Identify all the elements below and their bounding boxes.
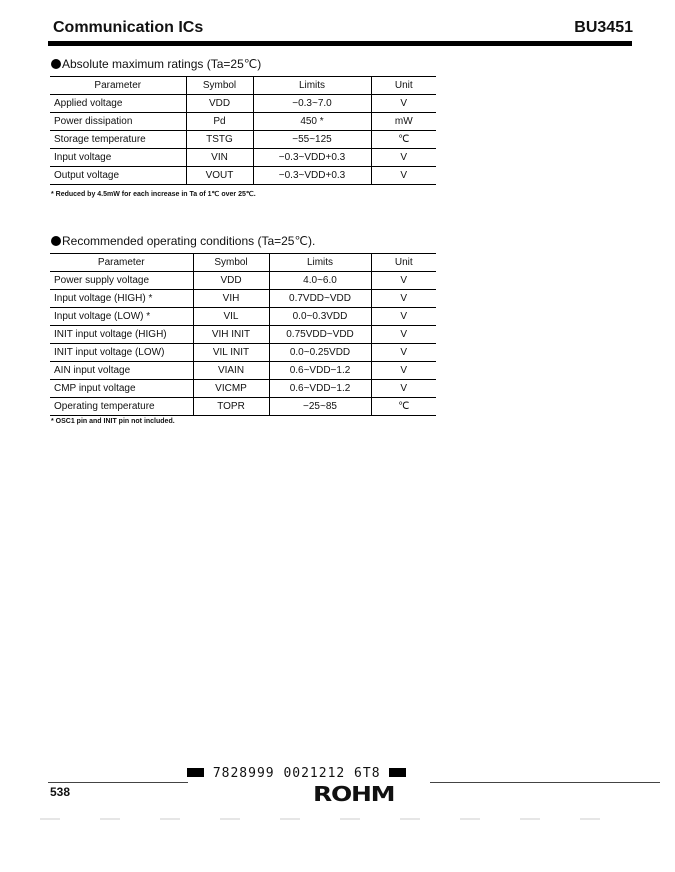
- scan-marks: [40, 818, 640, 820]
- symbol-cell: VIN: [186, 149, 253, 167]
- table-row: [50, 344, 436, 362]
- unit-cell: V: [371, 149, 436, 167]
- unit-cell: V: [371, 344, 436, 362]
- unit-cell: V: [371, 380, 436, 398]
- table-header-row: [50, 77, 436, 95]
- parameter-cell: Input voltage (HIGH) *: [54, 293, 153, 304]
- parameter-cell: Input voltage (LOW) *: [54, 311, 151, 322]
- column-header: Symbol: [186, 77, 253, 95]
- part-number: BU3451: [574, 19, 633, 36]
- symbol-cell: VIH: [193, 290, 269, 308]
- bullet-icon: [51, 59, 61, 69]
- unit-cell: V: [371, 95, 436, 113]
- table-row: [50, 308, 436, 326]
- footer-rule-left: [48, 782, 188, 783]
- symbol-cell: Pd: [186, 113, 253, 131]
- table-row: [50, 149, 436, 167]
- limits-cell: 0.75VDD~VDD: [269, 326, 371, 344]
- table-header-row: [50, 254, 436, 272]
- limits-cell: 0.0~0.3VDD: [269, 308, 371, 326]
- symbol-cell: VDD: [186, 95, 253, 113]
- limits-cell: 0.6~VDD−1.2: [269, 380, 371, 398]
- limits-cell: 0.6~VDD−1.2: [269, 362, 371, 380]
- unit-cell: V: [371, 308, 436, 326]
- symbol-cell: VDD: [193, 272, 269, 290]
- column-header: Parameter: [94, 80, 142, 91]
- symbol-cell: VIH INIT: [193, 326, 269, 344]
- rec-op-title: [51, 234, 315, 248]
- table-row: [50, 326, 436, 344]
- unit-cell: mW: [371, 113, 436, 131]
- barcode-block-icon: [389, 768, 406, 777]
- table-row: [50, 131, 436, 149]
- limits-cell: −25~85: [269, 398, 371, 416]
- symbol-cell: VIL: [193, 308, 269, 326]
- footer-rule-right: [430, 782, 660, 783]
- table-row: [50, 113, 436, 131]
- rec-op-note: * OSC1 pin and INIT pin not included.: [51, 418, 175, 425]
- rec-op-title-text: Recommended operating conditions (Ta=25℃).: [62, 234, 316, 248]
- parameter-cell: Applied voltage: [54, 98, 123, 109]
- unit-cell: ℃: [371, 398, 436, 416]
- unit-cell: V: [371, 290, 436, 308]
- parameter-cell: INIT input voltage (LOW): [54, 347, 165, 358]
- rohm-logo: ROHM: [313, 782, 395, 806]
- unit-cell: V: [371, 272, 436, 290]
- symbol-cell: VOUT: [186, 167, 253, 185]
- limits-cell: −0.3~VDD+0.3: [253, 149, 371, 167]
- table-row: [50, 362, 436, 380]
- table-row: [50, 272, 436, 290]
- barcode-block-icon: [187, 768, 204, 777]
- header-rule: [48, 41, 632, 46]
- abs-max-note: * Reduced by 4.5mW for each increase in Ta of 1℃ over 25℃.: [51, 191, 256, 198]
- page-number: 538: [50, 785, 71, 799]
- table-row: [50, 398, 436, 416]
- column-header: Limits: [253, 77, 371, 95]
- column-header: Limits: [269, 254, 371, 272]
- barcode-text: 7828999 0021212 6T8: [212, 766, 381, 781]
- parameter-cell: Input voltage: [54, 152, 112, 163]
- header-title: Communication ICs: [53, 19, 204, 36]
- abs-max-title-text: Absolute maximum ratings (Ta=25℃): [62, 57, 262, 71]
- limits-cell: 4.0~6.0: [269, 272, 371, 290]
- rec-op-table: [50, 253, 436, 416]
- unit-cell: ℃: [371, 131, 436, 149]
- parameter-cell: CMP input voltage: [54, 383, 136, 394]
- abs-max-table: [50, 76, 436, 185]
- symbol-cell: TOPR: [193, 398, 269, 416]
- unit-cell: V: [371, 326, 436, 344]
- limits-cell: 0.0~0.25VDD: [269, 344, 371, 362]
- symbol-cell: TSTG: [186, 131, 253, 149]
- parameter-cell: INIT input voltage (HIGH): [54, 329, 167, 340]
- table-row: [50, 95, 436, 113]
- table-row: [50, 290, 436, 308]
- parameter-cell: Operating temperature: [54, 401, 155, 412]
- unit-cell: V: [371, 167, 436, 185]
- symbol-cell: VICMP: [193, 380, 269, 398]
- parameter-cell: AIN input voltage: [54, 365, 131, 376]
- limits-cell: −55~125: [253, 131, 371, 149]
- bullet-icon: [51, 236, 61, 246]
- parameter-cell: Power supply voltage: [54, 275, 150, 286]
- barcode-line: [187, 766, 406, 781]
- table-row: [50, 167, 436, 185]
- symbol-cell: VIL INIT: [193, 344, 269, 362]
- unit-cell: V: [371, 362, 436, 380]
- column-header: Symbol: [193, 254, 269, 272]
- table-row: [50, 380, 436, 398]
- limits-cell: −0.3~VDD+0.3: [253, 167, 371, 185]
- limits-cell: −0.3~7.0: [253, 95, 371, 113]
- abs-max-title: [51, 57, 261, 71]
- parameter-cell: Power dissipation: [54, 116, 133, 127]
- limits-cell: 450 *: [253, 113, 371, 131]
- column-header: Parameter: [97, 257, 145, 268]
- column-header: Unit: [371, 77, 436, 95]
- column-header: Unit: [371, 254, 436, 272]
- parameter-cell: Storage temperature: [54, 134, 146, 145]
- limits-cell: 0.7VDD~VDD: [269, 290, 371, 308]
- symbol-cell: VIAIN: [193, 362, 269, 380]
- parameter-cell: Output voltage: [54, 170, 120, 181]
